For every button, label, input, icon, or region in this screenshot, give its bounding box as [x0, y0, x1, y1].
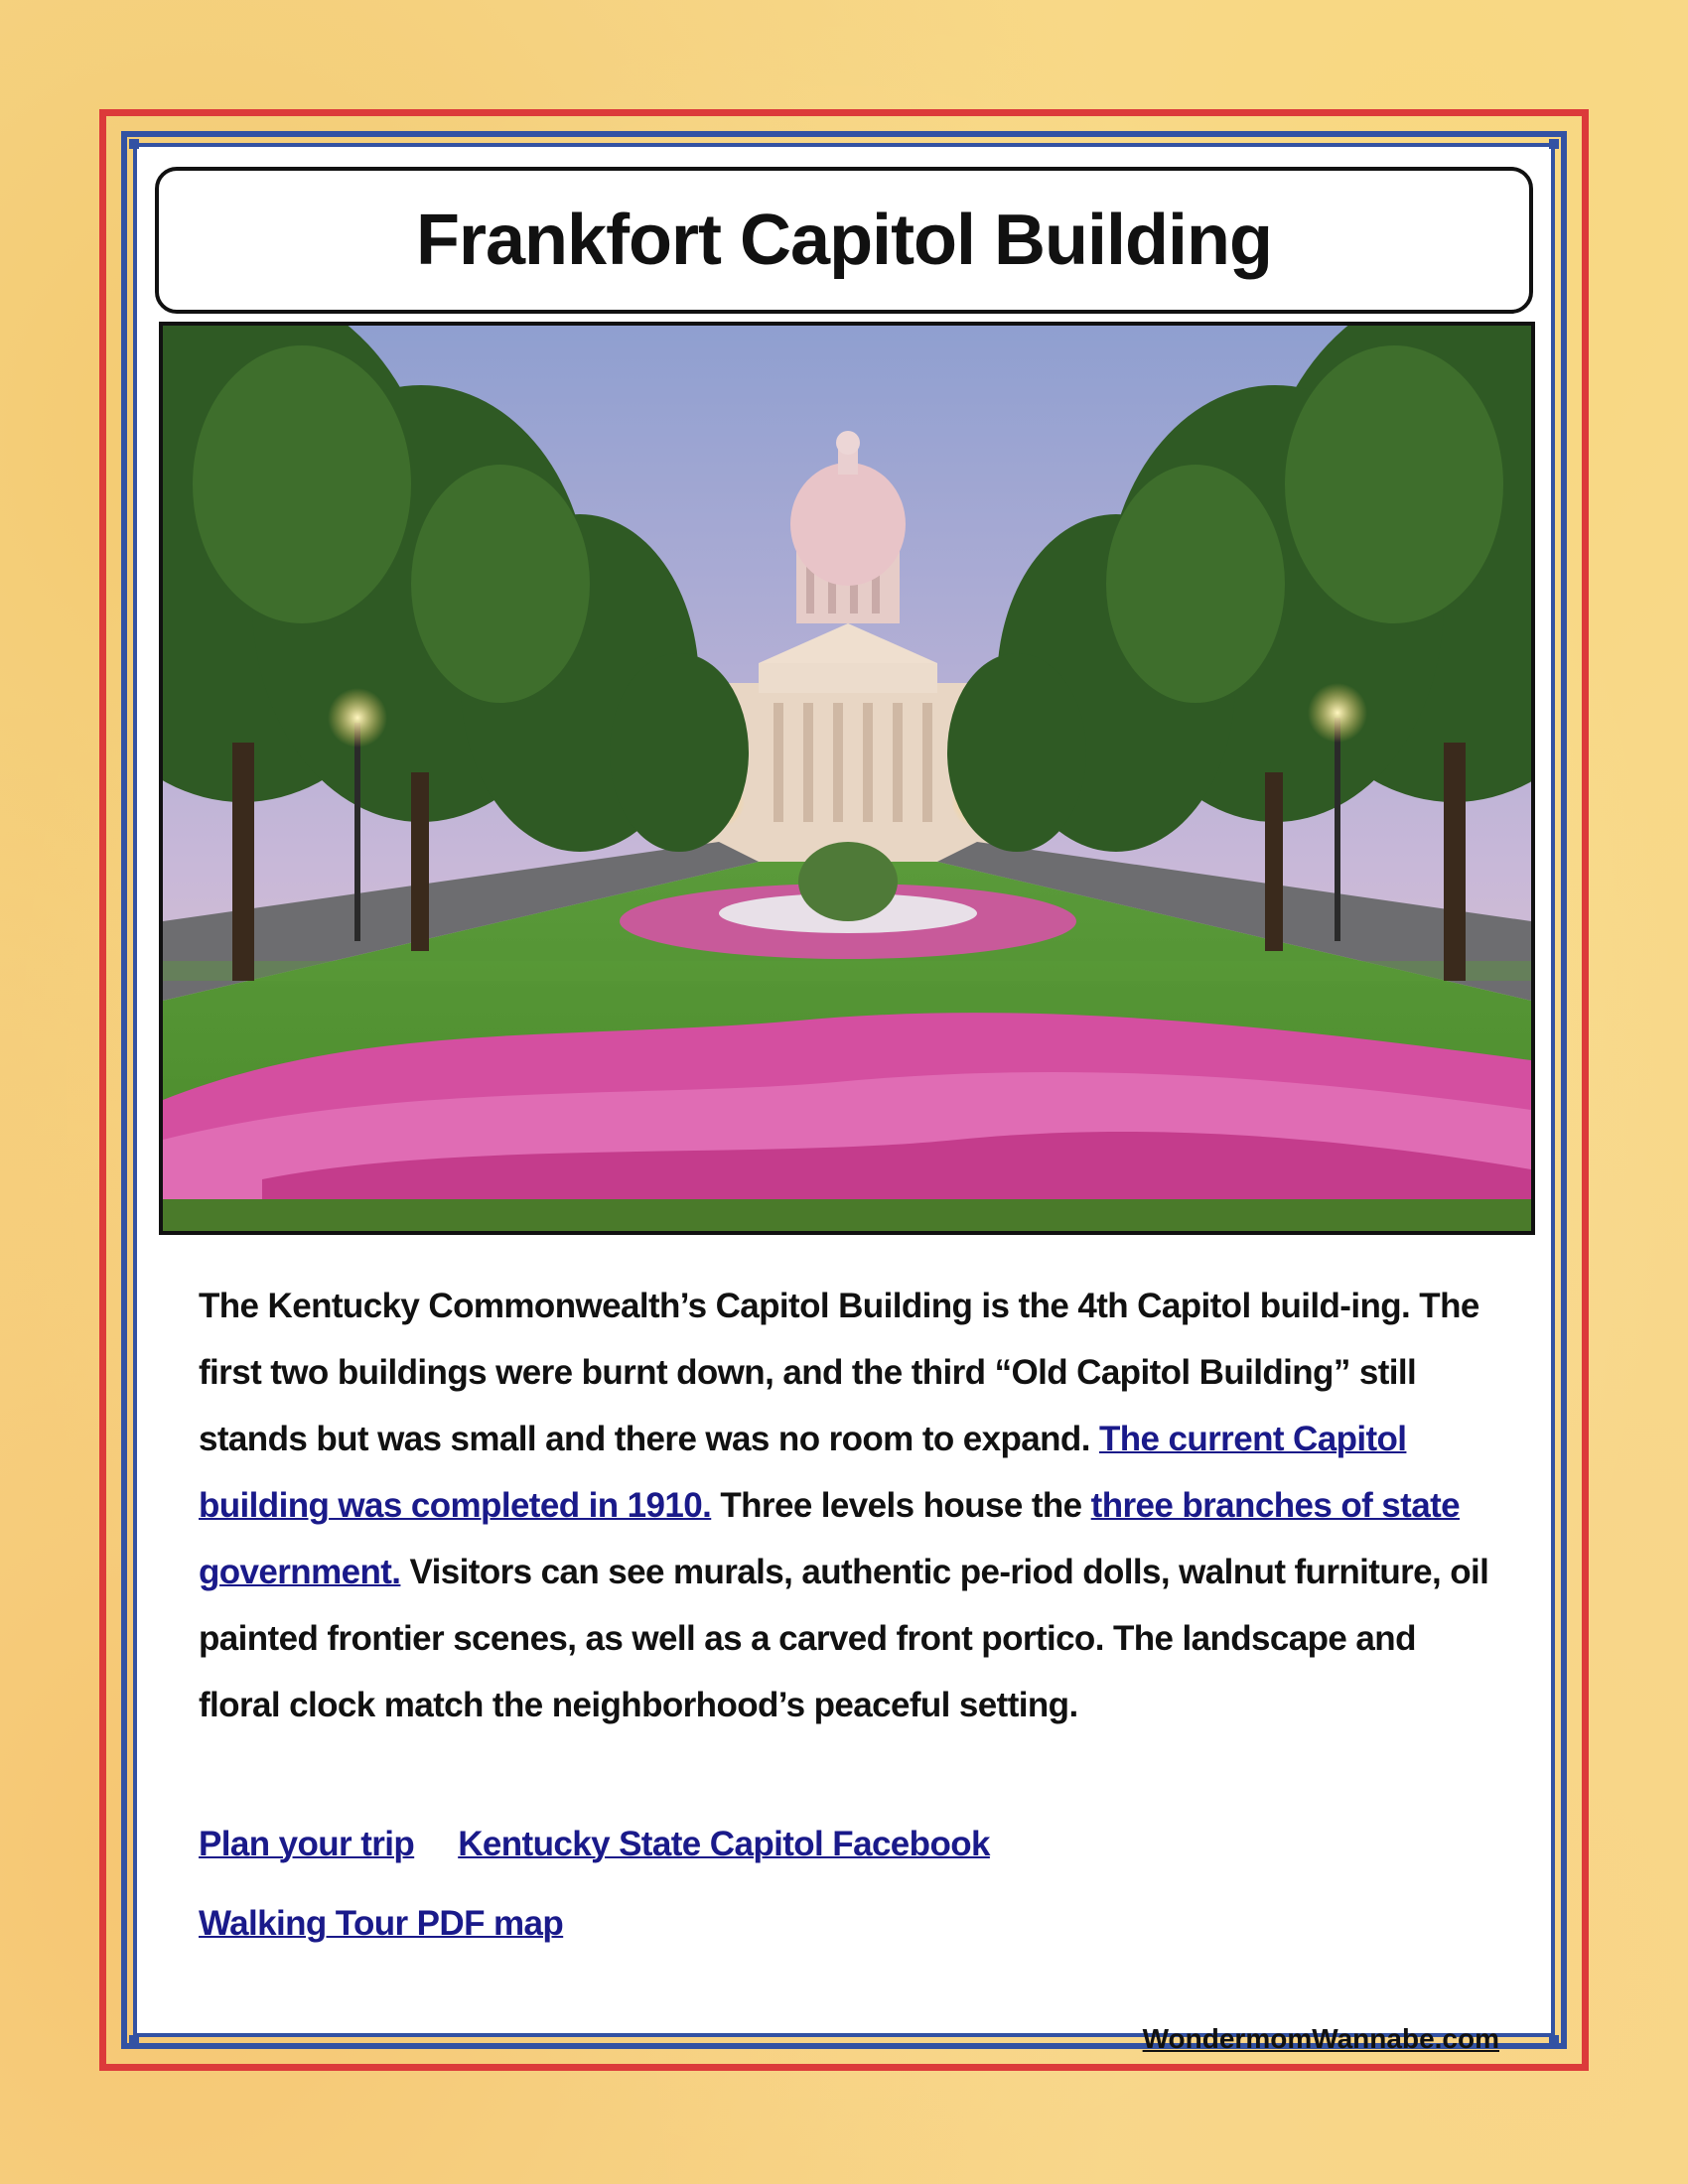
description-paragraph — [199, 1273, 1489, 1738]
capitol-completed-link[interactable]: The current Capitol building was completed in 1910. — [199, 1420, 1407, 1525]
capitol-photo-illustration — [163, 326, 1531, 1231]
capitol-facebook-link[interactable]: Kentucky State Capitol Facebook — [458, 1825, 990, 1863]
corner-dot — [1549, 2035, 1559, 2045]
corner-dot — [129, 139, 139, 149]
plan-your-trip-link[interactable]: Plan your trip — [199, 1825, 415, 1863]
branches-of-government-link[interactable]: three branches of state government. — [199, 1486, 1460, 1591]
title-box — [155, 167, 1533, 314]
description-intro: The Kentucky Commonwealth’s Capitol Building is the 4th Capitol build-ing. The first two buildings were burnt down, and the third “Old Capitol Building” still stands but was small and there was no room to expand. — [199, 1287, 1479, 1458]
resource-links — [199, 1825, 1489, 1944]
page-title: Frankfort Capitol Building — [416, 201, 1272, 280]
description-middle: Three levels house the — [711, 1486, 1091, 1525]
capitol-photo — [159, 322, 1535, 1235]
walking-tour-map-link[interactable]: Walking Tour PDF map — [199, 1904, 564, 1943]
corner-dot — [129, 2035, 139, 2045]
site-credit[interactable]: WondermomWannabe.com — [1142, 2023, 1499, 2054]
description-rest: Visitors can see murals, authentic pe-riod dolls, walnut furniture, oil painted frontier scenes, as well as a carved front portico. The landscape and floral clock match the neighborhood’s peaceful setting. — [199, 1553, 1489, 1724]
corner-dot — [1549, 139, 1559, 149]
